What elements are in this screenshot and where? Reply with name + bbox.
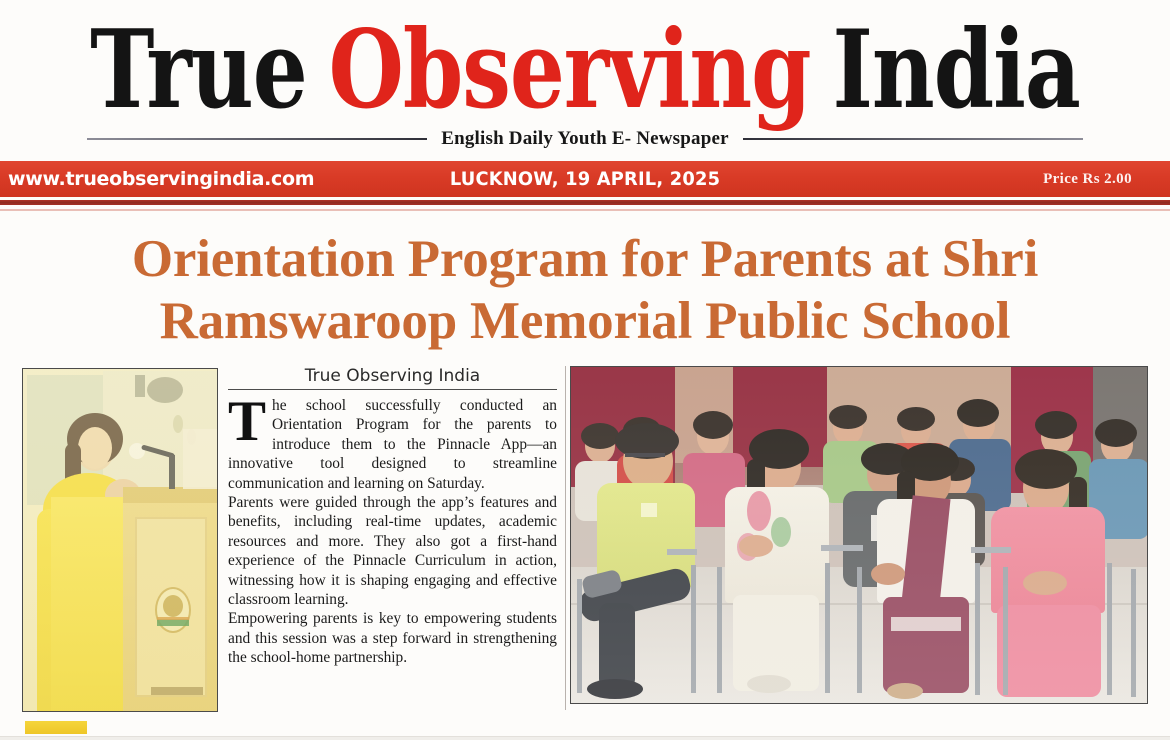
page-title [0,228,1170,352]
article-paragraph-1: The school successfully conducted an Orientation Program for the parents to introduce them to the Pinnacle App—an innovative tool designed to streamline communication and learning on Saturday. [228,390,557,492]
masthead-title [0,4,1170,136]
edition-date: LUCKNOW, 19 APRIL, 2025 [449,168,721,190]
tagline-rule-right [743,138,1083,140]
photo-audience [570,366,1148,704]
article-body [228,390,557,668]
tagline-text: English Daily Youth E- Newspaper [441,128,729,149]
photo-speaker-at-podium [22,368,218,712]
masthead-word-observing: Observing [328,6,811,133]
masthead-word-true: True [90,6,307,133]
tagline-rule-left [87,138,427,140]
article-content [0,366,1170,716]
photo-speaker-canvas [23,369,217,711]
price-label: Price Rs 2.00 [1043,170,1132,187]
article-text-column [228,366,566,710]
tagline-row [0,126,1170,152]
headline-line-2: Ramswaroop Memorial Public School [159,292,1011,350]
article-paragraph-3: Empowering parents is key to empowering students and this session was a step forward in strengthening the school-home partnership. [228,610,557,667]
article-paragraph-2: Parents were guided through the app’s features and benefits, including real-time updates, academic resources and more. They also got a first-hand experience of the Pinnacle Curriculum in action, witnessing how it is shaping engaging and effective classroom learning. [228,494,557,609]
masthead-word-india: India [832,6,1080,133]
headline-line-1: Orientation Program for Parents at Shri [131,230,1039,288]
rule-pink [0,209,1170,211]
website-link[interactable]: www.trueobservingindia.com [8,168,315,190]
info-bar [0,161,1170,197]
byline-rule [228,389,557,390]
article-byline: True Observing India [304,366,481,386]
masthead [0,0,1170,133]
info-bar-wrapper [0,158,1170,211]
photo-audience-canvas [571,367,1147,703]
gold-accent-tab [25,721,87,734]
footer-divider [0,736,1170,740]
